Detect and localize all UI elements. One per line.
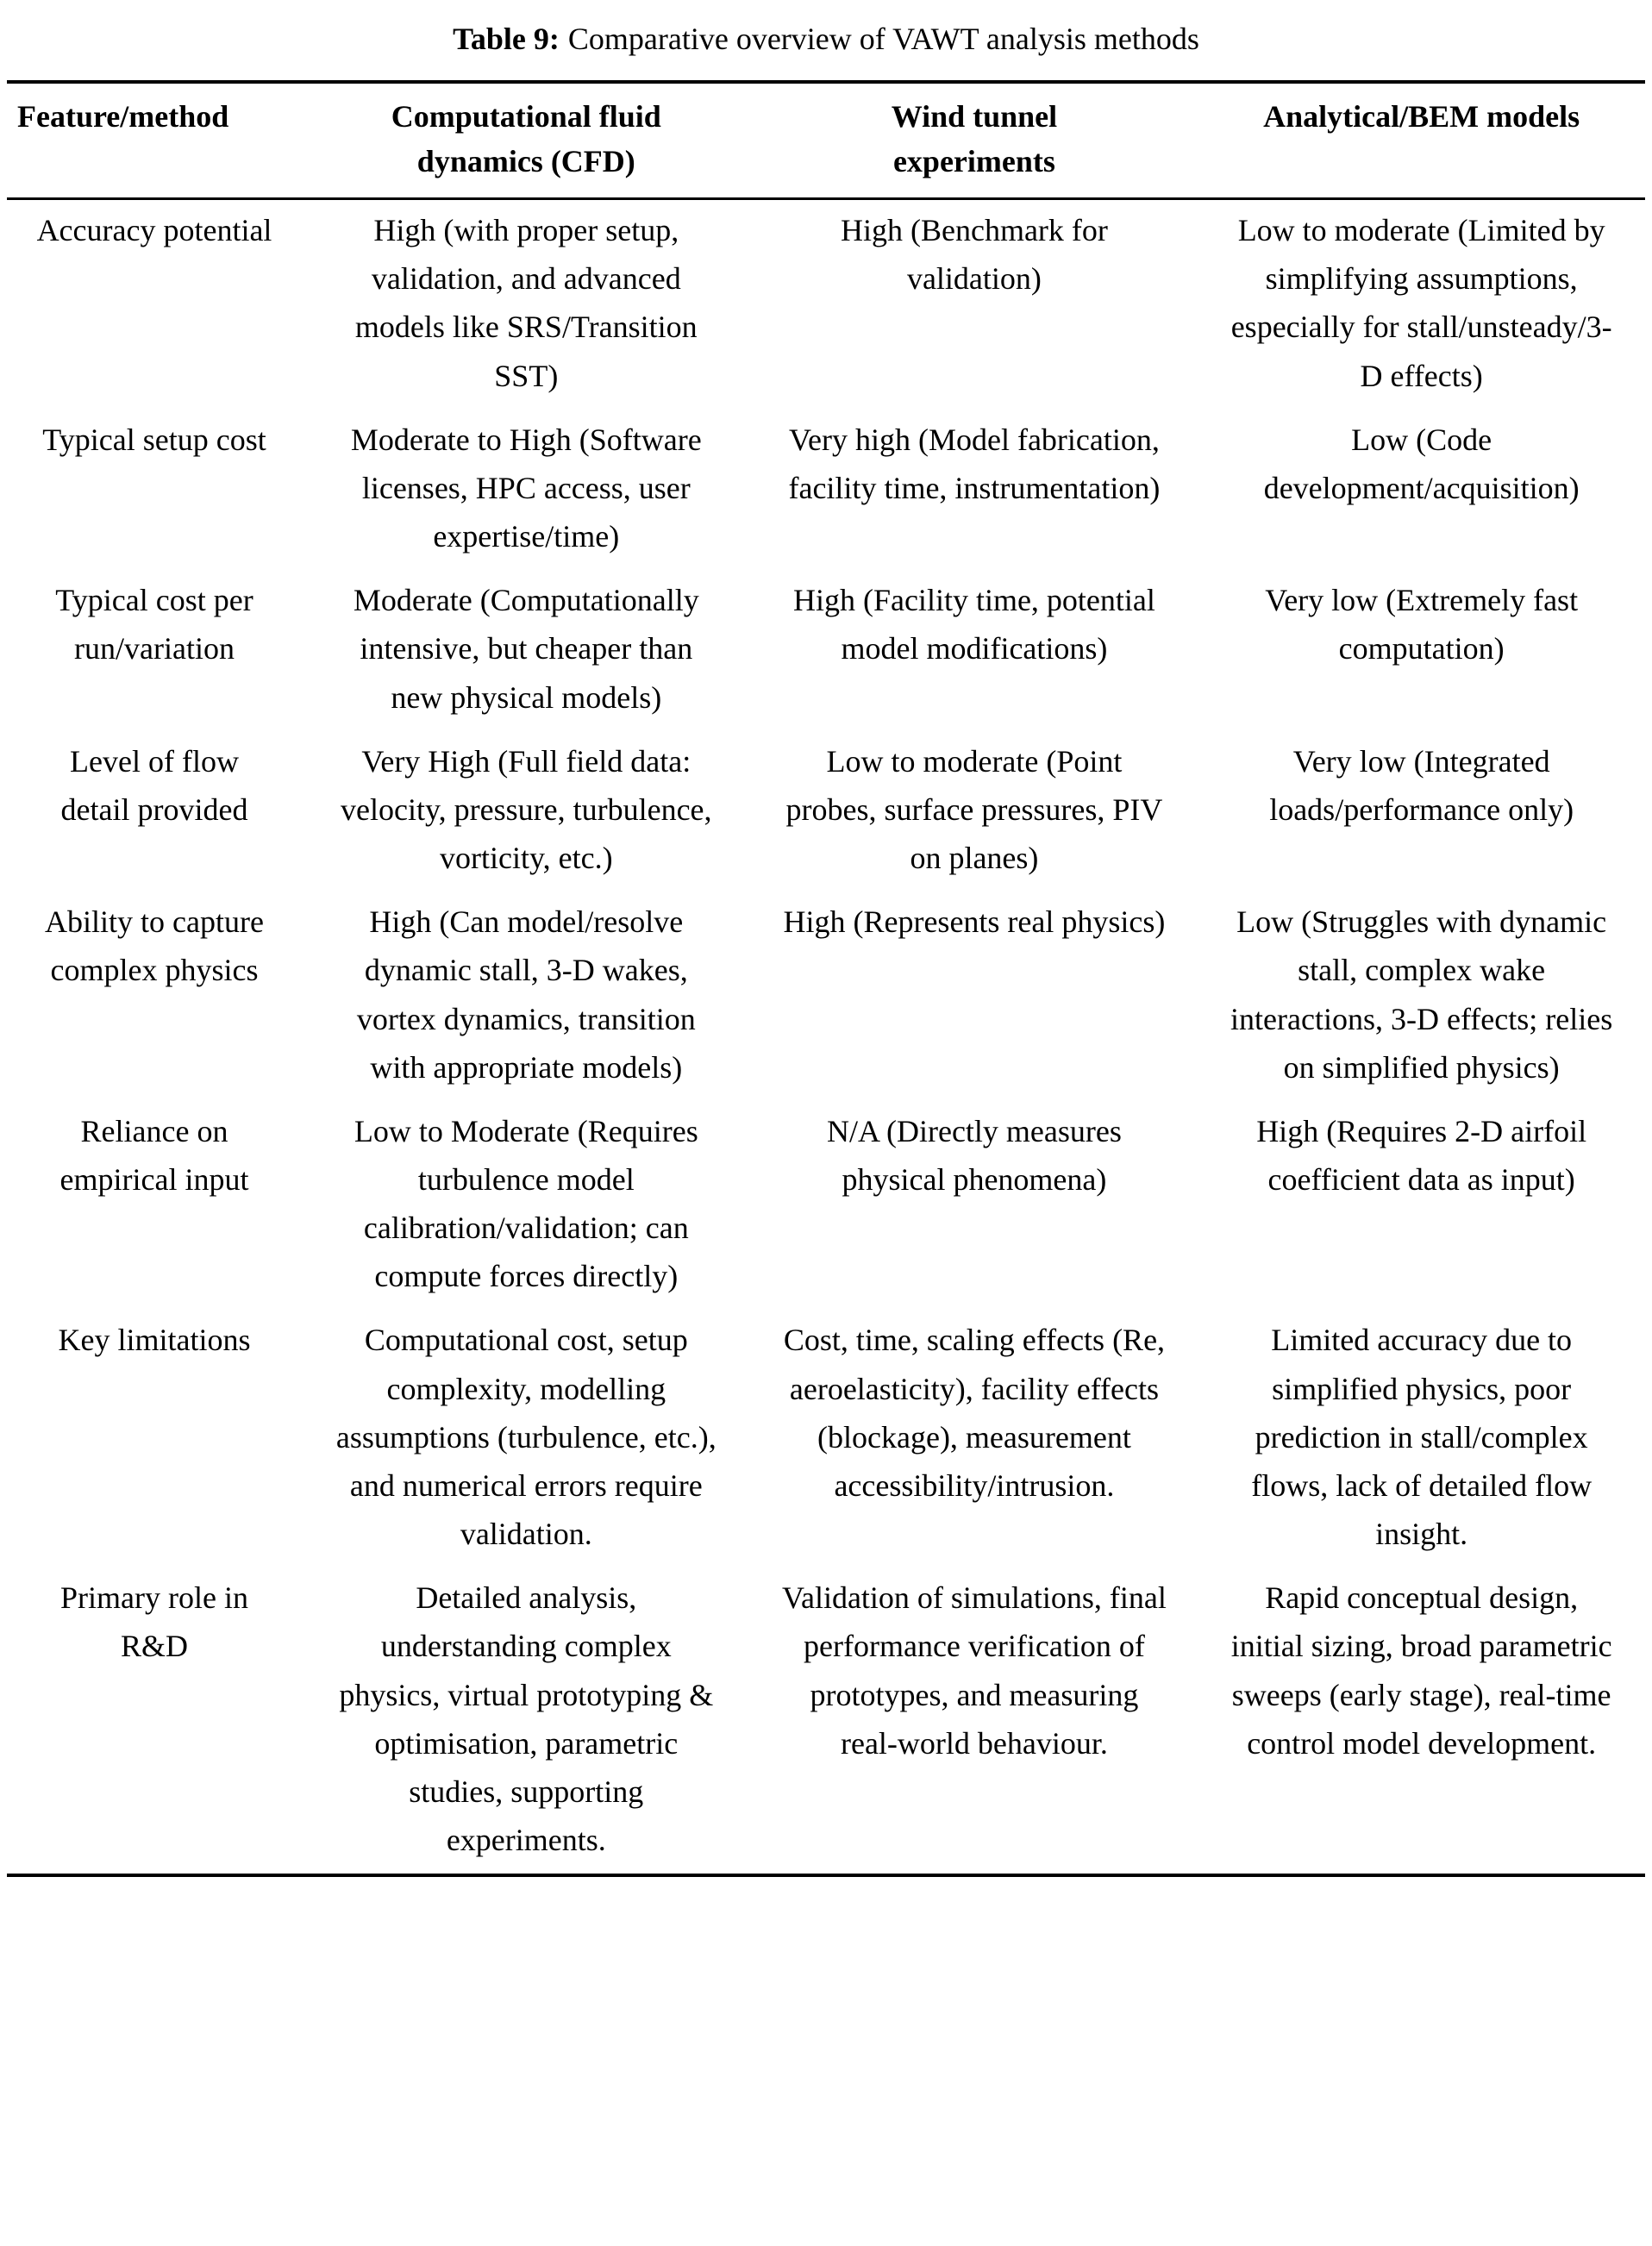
header-feature-method: Feature/method — [7, 82, 302, 199]
analytical-cell: Low to moderate (Limited by simplifying assumptions, especially for stall/unsteady/3-D effects) — [1230, 213, 1612, 393]
cfd-cell: Moderate to High (Software licenses, HPC access, user expertise/time) — [350, 422, 702, 554]
header-analytical-bem: Analytical/BEM models — [1198, 82, 1645, 199]
analytical-cell: Very low (Integrated loads/performance only) — [1269, 743, 1574, 827]
analytical-cell: Rapid conceptual design, initial sizing, broad parametric sweeps (early stage), real-time control model development. — [1230, 1580, 1612, 1761]
wind-tunnel-cell: High (Represents real physics) — [783, 904, 1166, 940]
table-caption-text: Comparative overview of VAWT analysis methods — [567, 22, 1199, 56]
feature-cell: Reliance on empirical input — [59, 1113, 249, 1197]
cfd-cell: Low to Moderate (Requires turbulence model calibration/validation; can compute forces directly) — [354, 1113, 698, 1294]
wind-tunnel-cell: Very high (Model fabrication, facility time, instrumentation) — [788, 422, 1161, 505]
table-caption-label: Table 9: — [453, 22, 560, 56]
cfd-cell: High (with proper setup, validation, and advanced models like SRS/Transition SST) — [354, 213, 698, 393]
table-row-setup-cost — [7, 410, 1645, 570]
table-row-empirical-input — [7, 1101, 1645, 1311]
wind-tunnel-cell: High (Benchmark for validation) — [840, 213, 1108, 297]
header-cfd: Computational fluid dynamics (CFD) — [302, 82, 751, 199]
wind-tunnel-cell: Validation of simulations, final performance verification of prototypes, and measuring real-world behaviour. — [781, 1580, 1167, 1761]
feature-cell: Primary role in R&D — [60, 1580, 248, 1664]
wind-tunnel-cell: Low to moderate (Point probes, surface pressures, PIV on planes) — [785, 743, 1163, 876]
wind-tunnel-cell: N/A (Directly measures physical phenomena) — [826, 1113, 1122, 1197]
cfd-cell: Moderate (Computationally intensive, but cheaper than new physical models) — [353, 583, 699, 715]
feature-cell: Typical setup cost — [42, 422, 266, 457]
table-row-accuracy — [7, 199, 1645, 410]
wind-tunnel-cell: Cost, time, scaling effects (Re, aeroelasticity), facility effects (blockage), measurement accessibility/intrusion. — [783, 1323, 1166, 1503]
table-row-primary-role — [7, 1567, 1645, 1875]
analytical-cell: Limited accuracy due to simplified physics, poor prediction in stall/complex flows, lack of detailed flow insight. — [1251, 1323, 1593, 1552]
feature-cell: Accuracy potential — [36, 213, 272, 248]
wind-tunnel-cell: High (Facility time, potential model modifications) — [792, 583, 1155, 666]
feature-cell: Level of flow detail provided — [60, 743, 248, 827]
vawt-comparison-table — [7, 80, 1645, 1877]
header-row — [7, 82, 1645, 199]
table-row-flow-detail — [7, 731, 1645, 892]
table-row-cost-per-run — [7, 570, 1645, 730]
table-row-complex-physics — [7, 892, 1645, 1101]
feature-cell: Key limitations — [58, 1323, 251, 1358]
header-wind-tunnel: Wind tunnel experiments — [751, 82, 1198, 199]
cfd-cell: Very High (Full field data: velocity, pressure, turbulence, vorticity, etc.) — [341, 743, 712, 876]
feature-cell: Typical cost per run/variation — [55, 583, 253, 666]
cfd-cell: Computational cost, setup complexity, modelling assumptions (turbulence, etc.), and numerical errors require validation. — [335, 1323, 716, 1552]
analytical-cell: High (Requires 2-D airfoil coefficient data as input) — [1256, 1113, 1587, 1197]
table-caption — [7, 19, 1645, 59]
feature-cell: Ability to capture complex physics — [45, 904, 264, 988]
analytical-cell: Low (Code development/acquisition) — [1263, 422, 1580, 505]
analytical-cell: Very low (Extremely fast computation) — [1265, 583, 1579, 666]
table-row-key-limitations — [7, 1310, 1645, 1567]
cfd-cell: High (Can model/resolve dynamic stall, 3-D wakes, vortex dynamics, transition with appropriate models) — [356, 904, 696, 1085]
analytical-cell: Low (Struggles with dynamic stall, complex wake interactions, 3-D effects; relies on simplified physics) — [1230, 904, 1613, 1085]
cfd-cell: Detailed analysis, understanding complex physics, virtual prototyping & optimisation, parametric studies, supporting experiments. — [339, 1580, 714, 1858]
